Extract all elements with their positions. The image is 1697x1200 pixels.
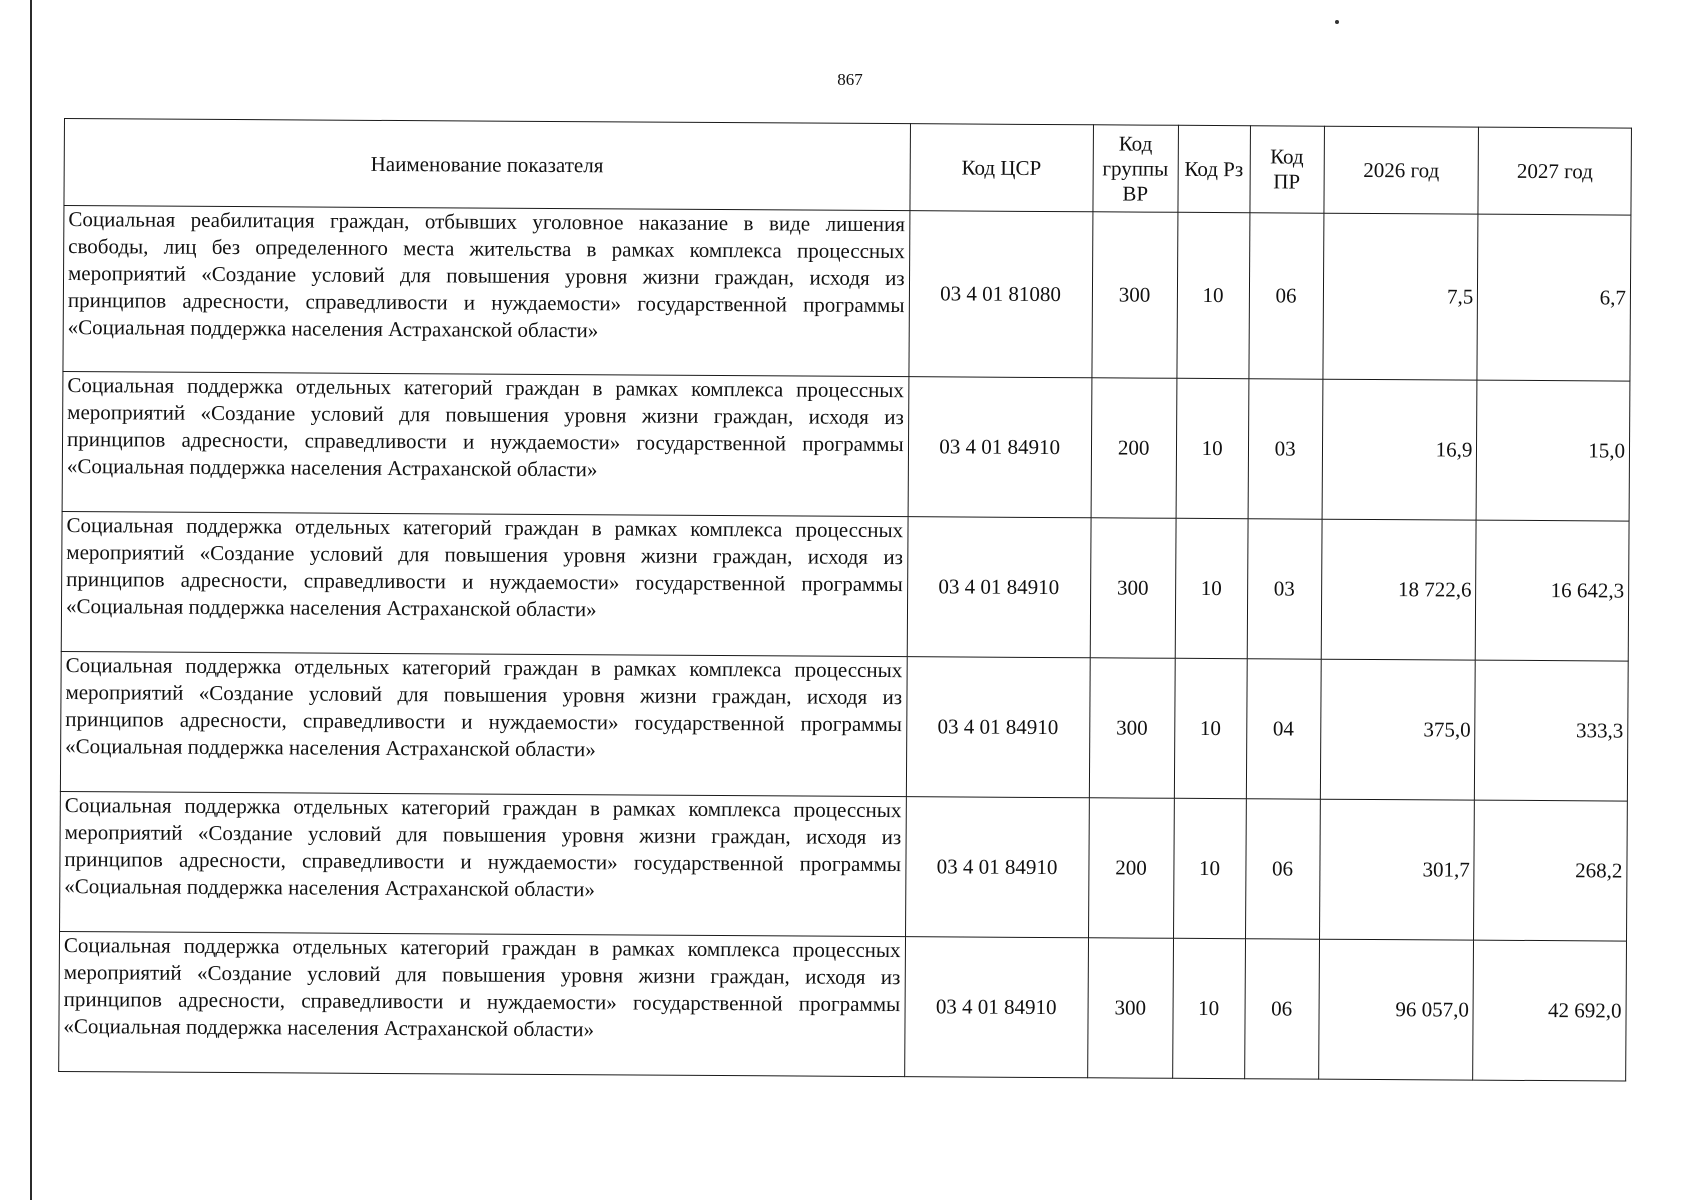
page-number: 867 — [837, 70, 863, 89]
row-csr-code: 03 4 01 84910 — [904, 937, 1088, 1078]
row-amount-2027: 42 692,0 — [1473, 940, 1626, 1081]
row-amount-2027: 16 642,3 — [1476, 520, 1629, 661]
table-row — [60, 651, 1628, 801]
row-vr-code: 300 — [1087, 938, 1173, 1079]
row-pr-code: 06 — [1244, 939, 1319, 1079]
row-name: Социальная поддержка отдельных категорий граждан в рамках комплекса процессных мероприятий «Создание условий для повышения уровня жизни граждан, исходя из принципов адресности, справедливости и нуждаемости» государственной программы «Социальная поддержка населения Астраханской области» — [61, 511, 907, 656]
header-year-2027: 2027 год — [1478, 127, 1631, 215]
row-amount-2026: 96 057,0 — [1318, 939, 1474, 1080]
header-year-2026: 2026 год — [1324, 126, 1479, 214]
row-pr-code: 03 — [1248, 379, 1323, 519]
row-amount-2027: 6,7 — [1477, 214, 1631, 381]
row-amount-2026: 7,5 — [1323, 213, 1479, 380]
row-vr-code: 300 — [1092, 212, 1178, 379]
table-row — [63, 206, 1631, 382]
row-pr-code: 06 — [1248, 213, 1323, 379]
header-csr-code: Код ЦСР — [910, 124, 1094, 212]
row-rz-code: 10 — [1176, 378, 1249, 518]
row-name: Социальная реабилитация граждан, отбывших уголовное наказание в виде лишения свободы, лиц без определенного места жительства в рамках комплекса процессных мероприятий «Создание условий для повышения уровня жизни граждан, исходя из принципов адресности, справедливости и нуждаемости» государственной программы «Социальная поддержка населения Астраханской области» — [63, 206, 910, 377]
row-amount-2027: 15,0 — [1476, 380, 1629, 521]
row-rz-code: 10 — [1174, 658, 1247, 798]
row-csr-code: 03 4 01 81080 — [909, 211, 1093, 378]
row-csr-code: 03 4 01 84910 — [906, 657, 1090, 798]
row-name: Социальная поддержка отдельных категорий граждан в рамках комплекса процессных мероприятий «Создание условий для повышения уровня жизни граждан, исходя из принципов адресности, справедливости и нуждаемости» государственной программы «Социальная поддержка населения Астраханской области» — [62, 371, 908, 516]
row-rz-code: 10 — [1173, 798, 1246, 938]
row-amount-2026: 16,9 — [1322, 379, 1478, 520]
row-name: Социальная поддержка отдельных категорий граждан в рамках комплекса процессных мероприятий «Создание условий для повышения уровня жизни граждан, исходя из принципов адресности, справедливости и нуждаемости» государственной программы «Социальная поддержка населения Астраханской области» — [60, 651, 906, 796]
row-amount-2026: 301,7 — [1319, 799, 1475, 940]
row-rz-code: 10 — [1172, 938, 1245, 1078]
table-row — [61, 511, 1629, 661]
header-vr-group-code: Код группы ВР — [1093, 125, 1179, 213]
row-amount-2026: 18 722,6 — [1321, 519, 1477, 660]
row-pr-code: 06 — [1245, 799, 1320, 939]
row-amount-2027: 268,2 — [1474, 800, 1627, 941]
row-pr-code: 03 — [1247, 519, 1322, 659]
budget-table — [58, 118, 1632, 1082]
row-name: Социальная поддержка отдельных категорий граждан в рамках комплекса процессных мероприятий «Создание условий для повышения уровня жизни граждан, исходя из принципов адресности, справедливости и нуждаемости» государственной программы «Социальная поддержка населения Астраханской области» — [60, 791, 906, 936]
row-amount-2026: 375,0 — [1320, 659, 1476, 800]
header-pr-code: Код ПР — [1250, 126, 1325, 213]
table-row — [62, 371, 1630, 521]
row-vr-code: 200 — [1088, 798, 1174, 939]
row-vr-code: 200 — [1091, 378, 1177, 519]
row-csr-code: 03 4 01 84910 — [907, 517, 1091, 658]
row-csr-code: 03 4 01 84910 — [908, 377, 1092, 518]
table-header-row — [64, 119, 1632, 216]
row-vr-code: 300 — [1089, 658, 1175, 799]
scan-edge-line — [30, 0, 32, 1200]
scan-speck — [1335, 20, 1339, 24]
row-rz-code: 10 — [1175, 518, 1248, 658]
row-pr-code: 04 — [1246, 659, 1321, 799]
row-vr-code: 300 — [1090, 518, 1176, 659]
row-rz-code: 10 — [1177, 212, 1250, 378]
table-row — [60, 791, 1628, 941]
row-csr-code: 03 4 01 84910 — [905, 797, 1089, 938]
header-name: Наименование показателя — [64, 119, 910, 211]
row-amount-2027: 333,3 — [1475, 660, 1628, 801]
table-row — [59, 931, 1627, 1081]
header-rz-code: Код Рз — [1178, 125, 1250, 212]
row-name: Социальная поддержка отдельных категорий граждан в рамках комплекса процессных мероприятий «Создание условий для повышения уровня жизни граждан, исходя из принципов адресности, справедливости и нуждаемости» государственной программы «Социальная поддержка населения Астраханской области» — [59, 931, 905, 1076]
